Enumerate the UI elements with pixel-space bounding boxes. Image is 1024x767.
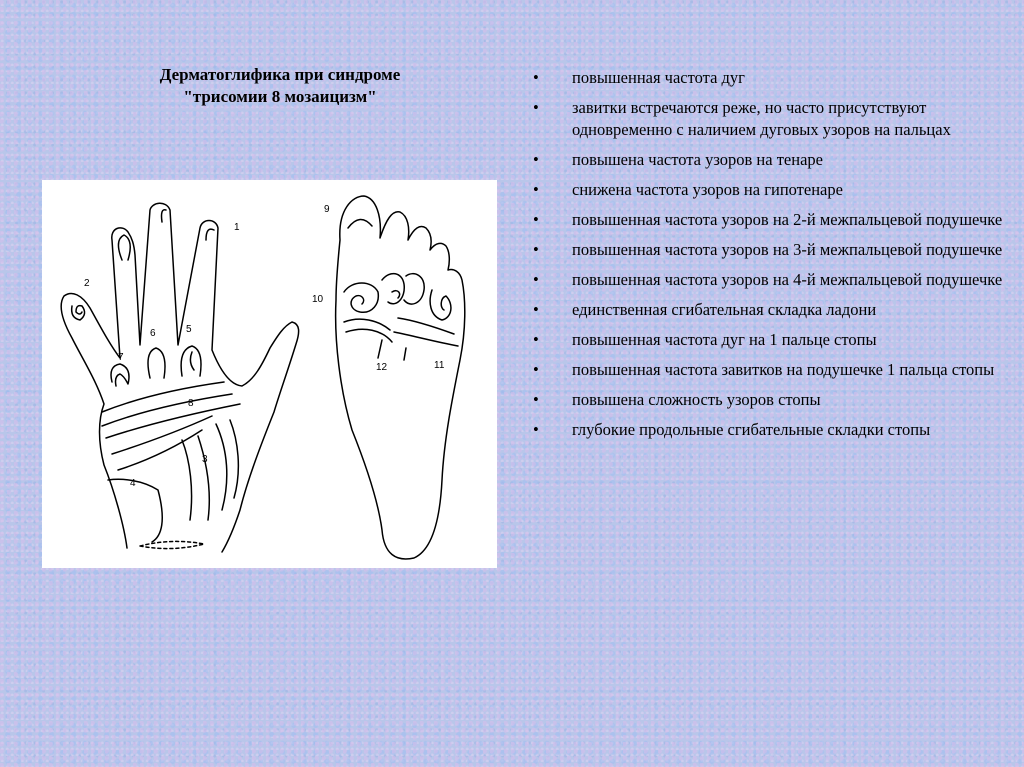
- bullet-icon: •: [533, 98, 539, 117]
- big-toe-tip: [348, 219, 372, 228]
- bullet-icon: •: [533, 210, 539, 229]
- middle-finger-tip: [162, 210, 167, 222]
- feature-list: [527, 67, 1007, 449]
- bullet-icon: •: [533, 390, 539, 409]
- list-item: [527, 179, 1007, 201]
- palm-ridges: [102, 382, 240, 542]
- bullet-icon: •: [533, 300, 539, 319]
- dermatoglyphics-figure: [42, 180, 497, 568]
- bullet-icon: •: [533, 330, 539, 349]
- list-item: [527, 67, 1007, 89]
- bullet-icon: •: [533, 180, 539, 199]
- bullet-icon: •: [533, 270, 539, 289]
- list-item-text: повышена частота узоров на тенаре: [572, 150, 823, 169]
- figure-label-11: 11: [434, 360, 445, 371]
- hand-drawing: [61, 203, 298, 552]
- list-item: [527, 299, 1007, 321]
- list-item-text: снижена частота узоров на гипотенаре: [572, 180, 843, 199]
- bullet-icon: •: [533, 360, 539, 379]
- figure-label-5: 5: [186, 324, 192, 335]
- slide-title-line-1: Дерматоглифика при синдроме: [159, 65, 401, 84]
- hand-outline: [61, 203, 298, 552]
- foot-ball-patterns: [344, 274, 458, 360]
- figure-label-2: 2: [84, 278, 90, 289]
- list-item: [527, 149, 1007, 171]
- index-finger-tip: [206, 229, 214, 240]
- list-item-text: повышенная частота узоров на 2-й межпальцевой подушечке: [572, 210, 1003, 229]
- figure-label-12: 12: [376, 362, 388, 373]
- figure-label-4: 4: [130, 478, 136, 489]
- list-item: [527, 329, 1007, 351]
- interdigital-loops: [111, 346, 201, 386]
- bullet-icon: •: [533, 420, 539, 439]
- figure-label-6: 6: [150, 328, 156, 339]
- list-item: [527, 389, 1007, 411]
- ring-finger-tip: [118, 235, 130, 260]
- list-item-text: повышена сложность узоров стопы: [572, 390, 821, 409]
- list-item: [527, 269, 1007, 291]
- wrist-crease: [140, 541, 204, 548]
- list-item-text: повышенная частота узоров на 4-й межпальцевой подушечке: [572, 270, 1003, 289]
- slide-title-line-2: "трисомии 8 мозаицизм": [183, 87, 377, 106]
- foot-drawing: [312, 196, 465, 559]
- slide-title: [80, 64, 480, 108]
- list-item-text: глубокие продольные сгибательные складки стопы: [572, 420, 931, 439]
- list-item-text: единственная сгибательная складка ладони: [572, 300, 877, 319]
- list-item-text: завитки встречаются реже, но часто присутствуют одновременно с наличием дуговых узоров на пальцах: [572, 98, 951, 139]
- figure-label-9: 9: [324, 204, 330, 215]
- bullet-icon: •: [533, 240, 539, 259]
- bullet-icon: •: [533, 150, 539, 169]
- figure-label-8: 8: [188, 398, 194, 409]
- foot-outline: [336, 196, 465, 559]
- thumb-whorl: [72, 306, 85, 320]
- figure-label-7: 7: [118, 352, 124, 363]
- figure-label-1: 1: [234, 222, 240, 233]
- list-item-text: повышенная частота дуг на 1 пальце стопы: [572, 330, 877, 349]
- bullet-icon: •: [533, 68, 539, 87]
- list-item: [527, 239, 1007, 261]
- list-item-text: повышенная частота дуг: [572, 68, 745, 87]
- list-item: [527, 209, 1007, 231]
- list-item: [527, 97, 1007, 141]
- list-item-text: повышенная частота узоров на 3-й межпальцевой подушечке: [572, 240, 1003, 259]
- figure-label-10: 10: [312, 294, 324, 305]
- list-item: [527, 359, 1007, 381]
- list-item-text: повышенная частота завитков на подушечке 1 пальца стопы: [572, 360, 995, 379]
- list-item: [527, 419, 1007, 441]
- figure-label-3: 3: [202, 454, 208, 465]
